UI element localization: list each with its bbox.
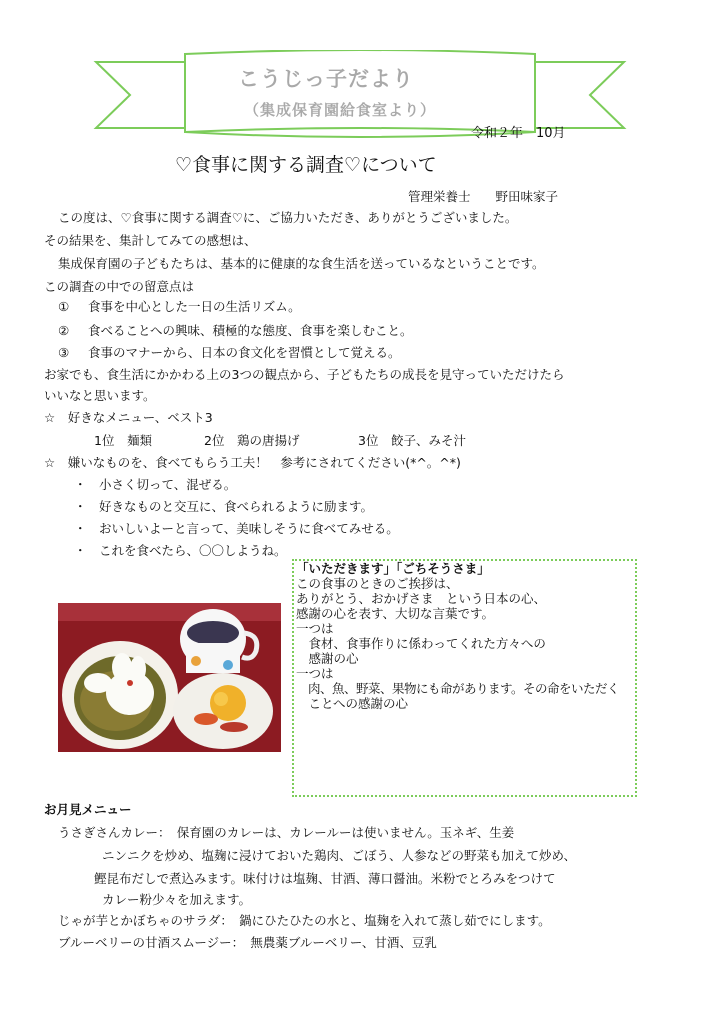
article-title: ♡食事に関する調査♡について bbox=[175, 154, 437, 176]
point-number: ② bbox=[58, 323, 70, 338]
menu-heading: お月見メニュー bbox=[44, 802, 132, 817]
newsletter-subtitle: （集成保育園給食室より） bbox=[244, 101, 437, 119]
favorite-item: 1位 麺類 bbox=[94, 433, 152, 448]
favorite-item: 2位 鶏の唐揚げ bbox=[204, 433, 300, 448]
tip-item: ・ おいしいよーと言って、美味しそうに食べてみせる。 bbox=[74, 521, 399, 536]
menu-line: 鰹昆布だしで煮込みます。味付けは塩麹、甘酒、薄口醤油。米粉でとろみをつけて bbox=[94, 871, 556, 886]
menu-line: じゃが芋とかぼちゃのサラダ： 鍋にひたひたの水と、塩麹を入れて蒸し茹でにします。 bbox=[58, 913, 551, 928]
tip-item: ・ これを食べたら、〇〇しようね。 bbox=[74, 543, 287, 558]
greeting-line: 感謝の心を表す、大切な言葉です。 bbox=[296, 606, 495, 621]
point-text: 食事を中心とした一日の生活リズム。 bbox=[88, 299, 301, 314]
menu-line: カレー粉少々を加えます。 bbox=[102, 892, 252, 907]
greeting-line: 感謝の心 bbox=[296, 651, 359, 666]
greeting-line: ありがとう、おかげさま という日本の心、 bbox=[296, 591, 547, 606]
favorites-heading: ☆ 好きなメニュー、ベスト3 bbox=[44, 410, 213, 425]
issue-date: 令和２年 10月 bbox=[471, 126, 566, 141]
home-line-1: お家でも、食生活にかかわる上の3つの観点から、子どもたちの成長を見守っていただけたら bbox=[44, 367, 565, 382]
point-number: ① bbox=[58, 299, 70, 314]
tip-item: ・ 好きなものと交互に、食べられるように励ます。 bbox=[74, 499, 374, 514]
greeting-heading: 「いただきます」「ごちそうさま」 bbox=[296, 561, 490, 576]
greeting-line: この食事のときのご挨拶は、 bbox=[296, 576, 459, 591]
points-heading: この調査の中での留意点は bbox=[44, 279, 195, 294]
meal-photo bbox=[58, 603, 281, 752]
greeting-box bbox=[292, 559, 637, 797]
point-number: ③ bbox=[58, 345, 70, 360]
greeting-line: 一つは bbox=[296, 621, 334, 636]
intro-line-1: この度は、♡食事に関する調査♡に、ご協力いただき、ありがとうございました。 bbox=[58, 210, 518, 225]
ribbon-right-tail bbox=[530, 62, 624, 128]
point-text: 食事のマナーから、日本の食文化を習慣として覚える。 bbox=[88, 345, 401, 360]
greeting-line: 食材、食事作りに係わってくれた方々への bbox=[296, 636, 546, 651]
intro-line-2: その結果を、集計してみての感想は、 bbox=[44, 233, 257, 248]
point-text: 食べることへの興味、積極的な態度、食事を楽しむこと。 bbox=[88, 323, 413, 338]
ribbon-left-tail bbox=[96, 62, 190, 128]
greeting-line: 肉、魚、野菜、果物にも命があります。その命をいただく bbox=[296, 681, 620, 696]
home-line-2: いいなと思います。 bbox=[44, 388, 156, 403]
menu-line: ブルーベリーの甘酒スムージー： 無農薬ブルーベリー、甘酒、豆乳 bbox=[58, 935, 437, 950]
greeting-line: 一つは bbox=[296, 666, 334, 681]
author: 管理栄養士 野田味家子 bbox=[408, 189, 559, 204]
menu-line: うさぎさんカレー： 保育園のカレーは、カレールーは使いません。玉ネギ、生姜 bbox=[58, 825, 515, 840]
greeting-line: ことへの感謝の心 bbox=[296, 696, 409, 711]
menu-line: ニンニクを炒め、塩麹に浸けておいた鶏肉、ごぼう、人参などの野菜も加えて炒め、 bbox=[102, 848, 577, 863]
dislike-heading: ☆ 嫌いなものを、食べてもらう工夫！ 参考にされてください(*^。^*) bbox=[44, 455, 461, 470]
intro-line-3: 集成保育園の子どもたちは、基本的に健康的な食生活を送っているなということです。 bbox=[58, 256, 545, 271]
favorite-item: 3位 餃子、みそ汁 bbox=[358, 433, 466, 448]
newsletter-title: こうじっ子だより bbox=[238, 67, 414, 91]
tip-item: ・ 小さく切って、混ぜる。 bbox=[74, 477, 237, 492]
